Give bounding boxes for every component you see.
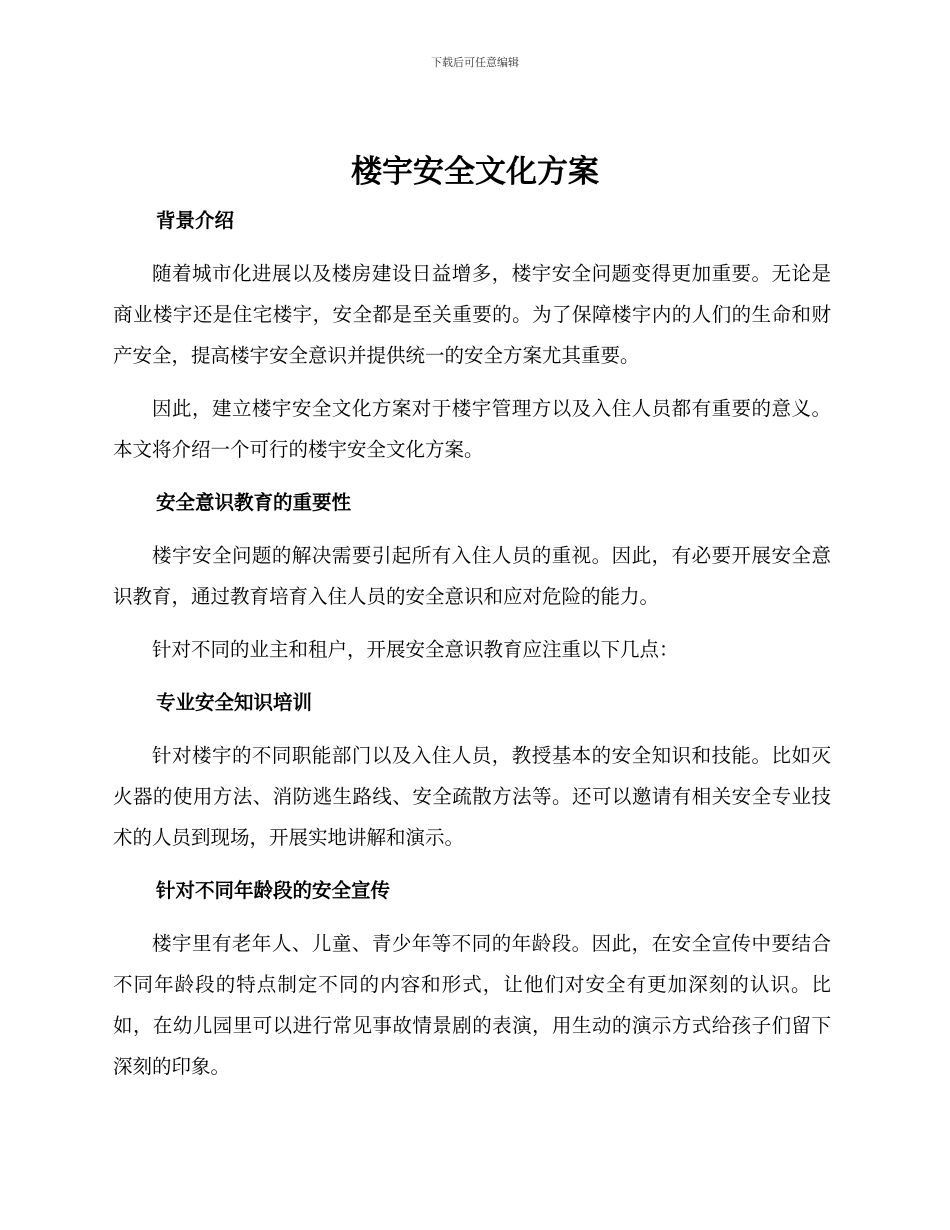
paragraph-background-2: 因此，建立楼宇安全文化方案对于楼宇管理方以及入住人员都有重要的意义。本文将介绍一个可行的楼宇安全文化方案。: [113, 397, 831, 461]
paragraph-awareness-1: 楼宇安全问题的解决需要引起所有入住人员的重视。因此，有必要开展安全意识教育，通过教育培育入住人员的安全意识和应对危险的能力。: [113, 544, 831, 608]
document-title: 楼宇安全文化方案: [351, 154, 599, 190]
section-heading-background: 背景介绍: [156, 209, 235, 232]
paragraph-training: 针对楼宇的不同职能部门以及入住人员，教授基本的安全知识和技能。比如灭火器的使用方法、消防逃生路线、安全疏散方法等。还可以邀请有相关安全专业技术的人员到现场，开展实地讲解和演示。: [113, 744, 831, 849]
paragraph-age-groups: 楼宇里有老年人、儿童、青少年等不同的年龄段。因此，在安全宣传中要结合不同年龄段的特点制定不同的内容和形式，让他们对安全有更加深刻的认识。比如，在幼儿园里可以进行常见事故情景剧的表演，用生动的演示方式给孩子们留下深刻的印象。: [113, 932, 831, 1078]
document-body: [113, 200, 831, 1099]
paragraph-background-1: 随着城市化进展以及楼房建设日益增多，楼宇安全问题变得更加重要。无论是商业楼宇还是住宅楼宇，安全都是至关重要的。为了保障楼宇内的人们的生命和财产安全，提高楼宇安全意识并提供统一的安全方案尤其重要。: [113, 262, 831, 367]
paragraph-awareness-2: 针对不同的业主和租户，开展安全意识教育应注重以下几点：: [152, 638, 679, 661]
section-heading-awareness: 安全意识教育的重要性: [156, 491, 352, 514]
section-heading-age-groups: 针对不同年龄段的安全宣传: [156, 879, 391, 902]
section-heading-training: 专业安全知识培训: [156, 691, 313, 714]
header-note: 下载后可任意编辑: [431, 56, 519, 69]
